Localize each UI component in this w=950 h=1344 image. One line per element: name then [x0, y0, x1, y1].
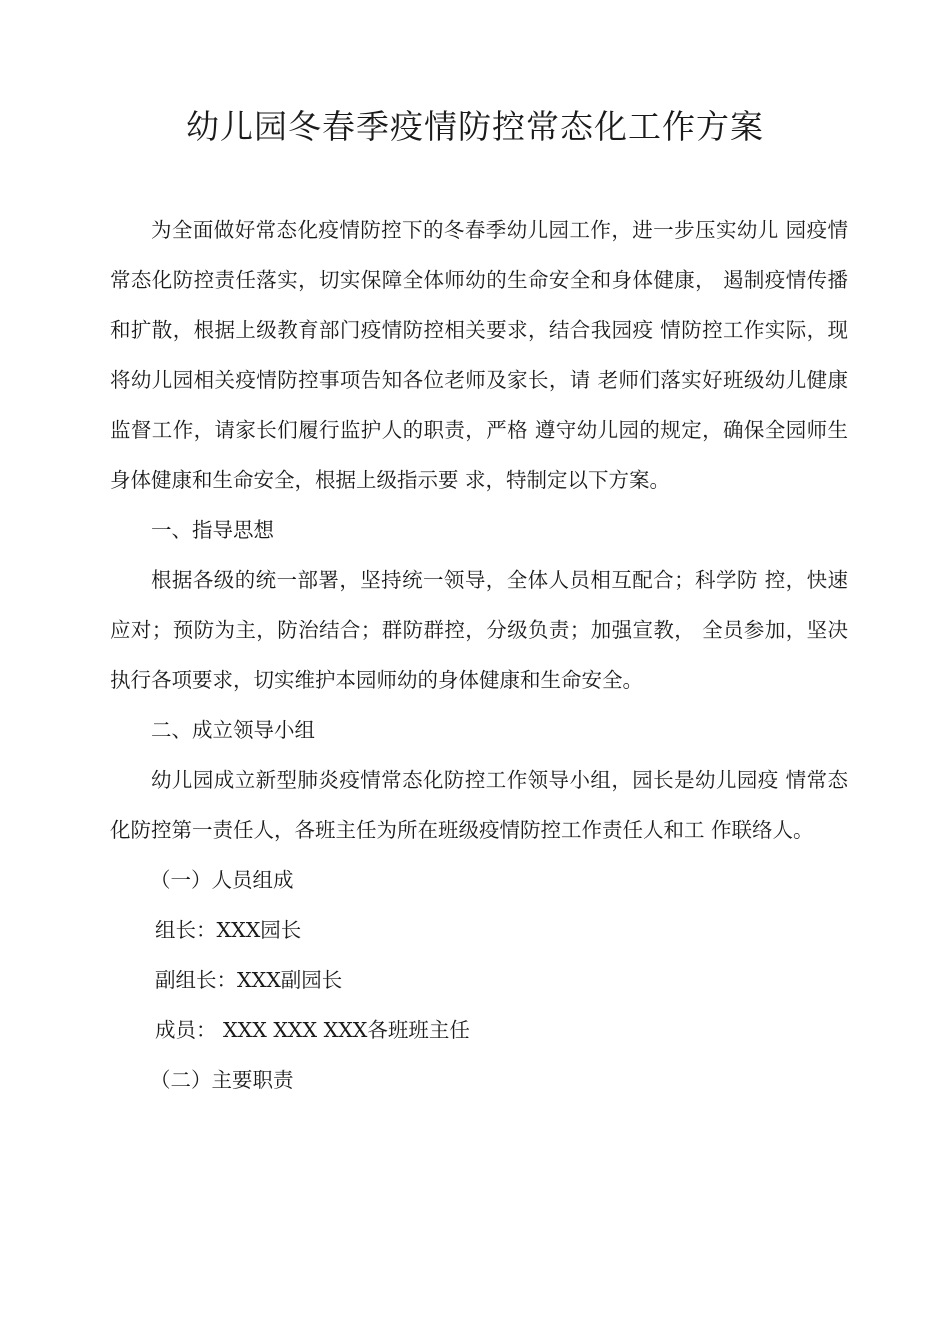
document-body [110, 205, 848, 1105]
intro-paragraph: 为全面做好常态化疫情防控下的冬春季幼儿园工作，进一步压实幼儿 园疫情常态化防控责任落实，切实保障全体师幼的生命安全和身体健康， 遏制疫情传播和扩散，根据上级教育部门疫情防控相关要求，结合我园疫 情防控工作实际，现将幼儿园相关疫情防控事项告知各位老师及家长，请 老师们落实好班级幼儿健康监督工作，请家长们履行监护人的职责，严格 遵守幼儿园的规定，确保全园师生身体健康和生命安全，根据上级指示要 求，特制定以下方案。 [110, 218, 848, 492]
guiding-ideas-paragraph: 根据各级的统一部署，坚持统一领导，全体人员相互配合；科学防 控，快速应对；预防为主，防治结合；群防群控，分级负责；加强宣教， 全员参加，坚决执行各项要求，切实维护本园师幼的身体健康和生命安全。 [110, 568, 848, 692]
members-line: 成员： XXX XXX XXX各班班主任 [155, 1018, 470, 1042]
section-heading-guiding-ideas: 一、指导思想 [151, 518, 274, 542]
subheading-personnel: （一）人员组成 [150, 868, 294, 892]
deputy-leader-line: 副组长：XXX副园长 [155, 968, 343, 992]
group-leader-line: 组长：XXX园长 [155, 918, 302, 942]
document-title: 幼儿园冬春季疫情防控常态化工作方案 [186, 107, 764, 146]
leadership-group-paragraph: 幼儿园成立新型肺炎疫情常态化防控工作领导小组，园长是幼儿园疫 情常态化防控第一责任人，各班主任为所在班级疫情防控工作责任人和工 作联络人。 [110, 768, 848, 842]
section-heading-leadership-group: 二、成立领导小组 [151, 718, 315, 742]
subheading-main-duties: （二）主要职责 [150, 1068, 294, 1092]
